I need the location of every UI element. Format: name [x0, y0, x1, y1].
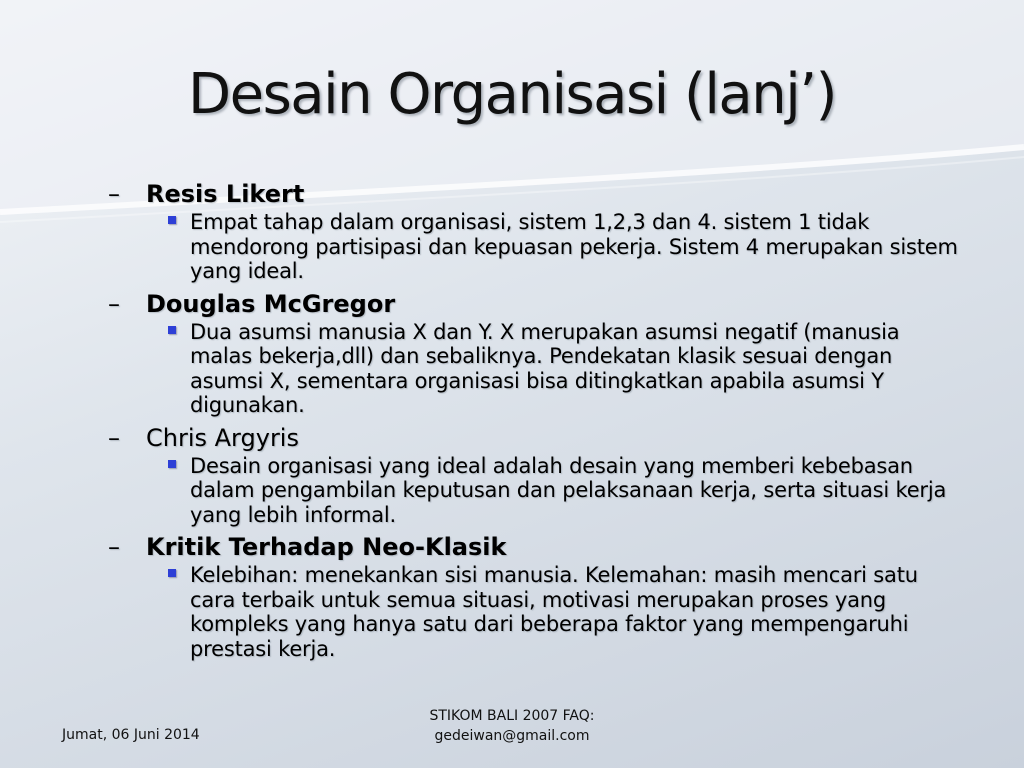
bullet-item	[108, 290, 958, 418]
bullet-heading: Resis Likert	[146, 180, 305, 208]
footer-contact	[392, 706, 632, 746]
sub-bullet-item	[146, 320, 958, 418]
footer-contact-line2: gedeiwan@gmail.com	[434, 728, 590, 744]
bullet-heading: Chris Argyris	[146, 423, 299, 452]
sub-bullet-list	[146, 320, 958, 418]
dash-marker: –	[108, 533, 120, 561]
bullet-list	[108, 180, 958, 667]
square-bullet-icon	[168, 460, 176, 468]
square-bullet-icon	[168, 216, 176, 224]
sub-bullet-item	[146, 210, 958, 284]
footer-date: Jumat, 06 Juni 2014	[62, 727, 200, 743]
sub-bullet-text: Dua asumsi manusia X dan Y. X merupakan asumsi negatif (manusia malas bekerja,dll) dan sebaliknya. Pendekatan klasik sesuai dengan asumsi X, sementara organisasi bisa ditingkatkan apabila asumsi Y digunakan.	[190, 319, 900, 417]
square-bullet-icon	[168, 326, 176, 334]
slide-title: Desain Organisasi (lanj’)	[188, 62, 836, 127]
bullet-item	[108, 533, 958, 661]
sub-bullet-list	[146, 563, 958, 661]
dash-marker: –	[108, 180, 120, 208]
dash-marker: –	[108, 423, 120, 452]
bullet-heading: Kritik Terhadap Neo-Klasik	[146, 533, 507, 561]
sub-bullet-list	[146, 210, 958, 284]
dash-marker: –	[108, 289, 120, 318]
bullet-item	[108, 180, 958, 284]
bullet-item	[108, 424, 958, 528]
sub-bullet-text: Desain organisasi yang ideal adalah desain yang memberi kebebasan dalam pengambilan keputusan dan pelaksanaan kerja, serta situasi kerja yang lebih informal.	[190, 453, 947, 527]
sub-bullet-text: Empat tahap dalam organisasi, sistem 1,2,3 dan 4. sistem 1 tidak mendorong partisipasi dan kepuasan pekerja. Sistem 4 merupakan sistem yang ideal.	[190, 210, 958, 283]
footer-contact-line1: STIKOM BALI 2007 FAQ:	[429, 708, 595, 724]
bullet-heading: Douglas McGregor	[146, 289, 396, 318]
sub-bullet-text: Kelebihan: menekankan sisi manusia. Kelemahan: masih mencari satu cara terbaik untuk semua situasi, motivasi merupakan proses yang kompleks yang hanya satu dari beberapa faktor yang mempengaruhi prestasi kerja.	[190, 563, 918, 661]
sub-bullet-list	[146, 454, 958, 528]
sub-bullet-item	[146, 563, 958, 661]
sub-bullet-item	[146, 454, 958, 528]
square-bullet-icon	[168, 569, 176, 577]
